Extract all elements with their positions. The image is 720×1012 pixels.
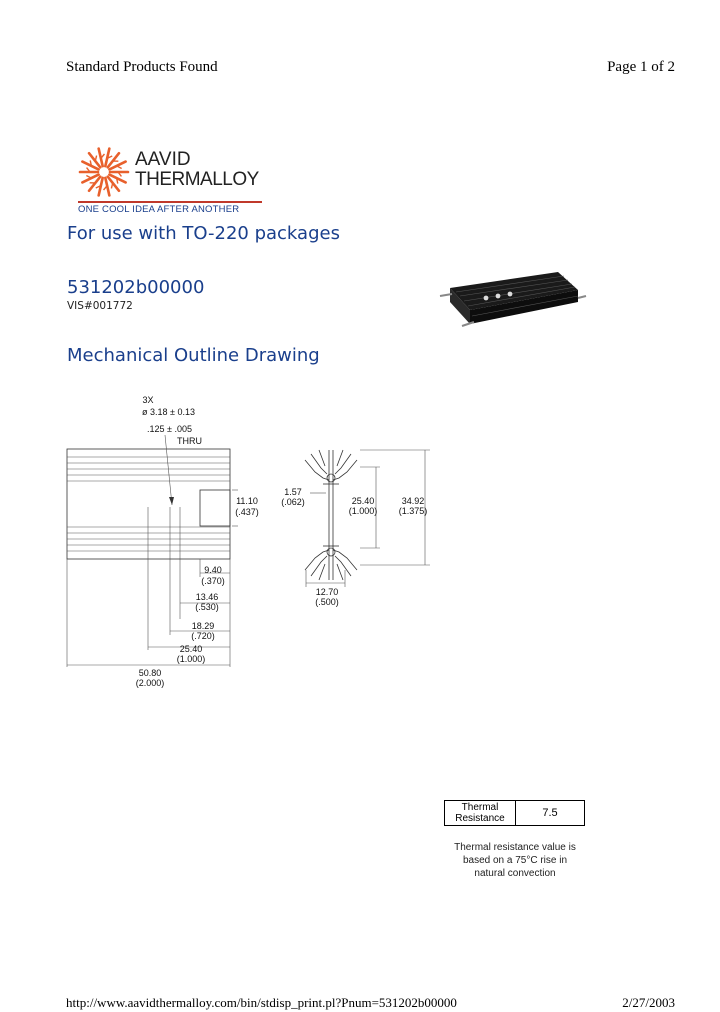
logo-line-1: AAVID	[135, 149, 191, 170]
vis-number: VIS#001772	[67, 300, 133, 312]
dim-500: (.500)	[315, 597, 339, 607]
dim-1-375: (1.375)	[398, 506, 428, 516]
hole-dia-mm: ø 3.18 ± 0.13	[142, 407, 195, 417]
thermal-label-2: Resistance	[455, 813, 505, 824]
page-title: For use with TO-220 packages	[67, 223, 340, 244]
thermal-value: 7.5	[516, 801, 585, 826]
thermal-label-1: Thermal	[461, 802, 499, 813]
dim-1-57: 1.57	[284, 487, 302, 497]
dim-437: (.437)	[235, 507, 259, 517]
sunburst-logo-icon	[78, 146, 130, 198]
footer-url[interactable]: http://www.aavidthermalloy.com/bin/stdisp_print.pl?Pnum=531202b00000	[66, 995, 457, 1010]
dim-530: (.530)	[195, 602, 219, 612]
dim-11-10: 11.10	[236, 496, 258, 506]
dim-25-40-end: 25.40	[351, 496, 375, 506]
dim-50-80: 50.80	[138, 668, 162, 678]
dim-18-29: 18.29	[191, 621, 215, 631]
thermal-note-line-1: Thermal resistance value is	[454, 842, 576, 853]
mechanical-drawing	[60, 395, 460, 695]
section-title: Mechanical Outline Drawing	[67, 345, 320, 366]
dim-720: (.720)	[191, 631, 215, 641]
hole-dia-in: .125 ± .005	[147, 424, 192, 434]
logo-wordmark	[135, 150, 259, 190]
thermal-resistance-table	[444, 800, 585, 826]
thermal-note-line-3: natural convection	[474, 868, 556, 879]
page-number: Page 1 of 2	[607, 59, 675, 75]
part-number: 531202b00000	[67, 277, 205, 298]
dim-9-40: 9.40	[204, 565, 222, 575]
thermal-note-line-2: based on a 75°C rise in	[462, 855, 568, 866]
dim-25-40: 25.40	[179, 644, 203, 654]
logo-line-2: THERMALLOY	[135, 169, 259, 190]
thermal-label-cell	[445, 801, 516, 826]
hole-count-label: 3X	[142, 395, 154, 405]
product-photo	[438, 268, 588, 338]
thru-label: THRU	[177, 436, 202, 446]
dim-13-46: 13.46	[195, 592, 219, 602]
dim-1-000: (1.000)	[176, 654, 206, 664]
footer-date: 2/27/2003	[622, 995, 675, 1010]
dim-370: (.370)	[201, 576, 225, 586]
dim-2-000: (2.000)	[135, 678, 165, 688]
page-header-left: Standard Products Found	[66, 59, 218, 75]
dim-12-70: 12.70	[315, 587, 339, 597]
thermal-note	[430, 841, 600, 880]
dim-1-000-end: (1.000)	[348, 506, 378, 516]
logo-divider	[78, 201, 262, 203]
logo-tagline: ONE COOL IDEA AFTER ANOTHER	[78, 204, 240, 215]
dim-34-92: 34.92	[401, 496, 425, 506]
dim-062: (.062)	[281, 497, 305, 507]
